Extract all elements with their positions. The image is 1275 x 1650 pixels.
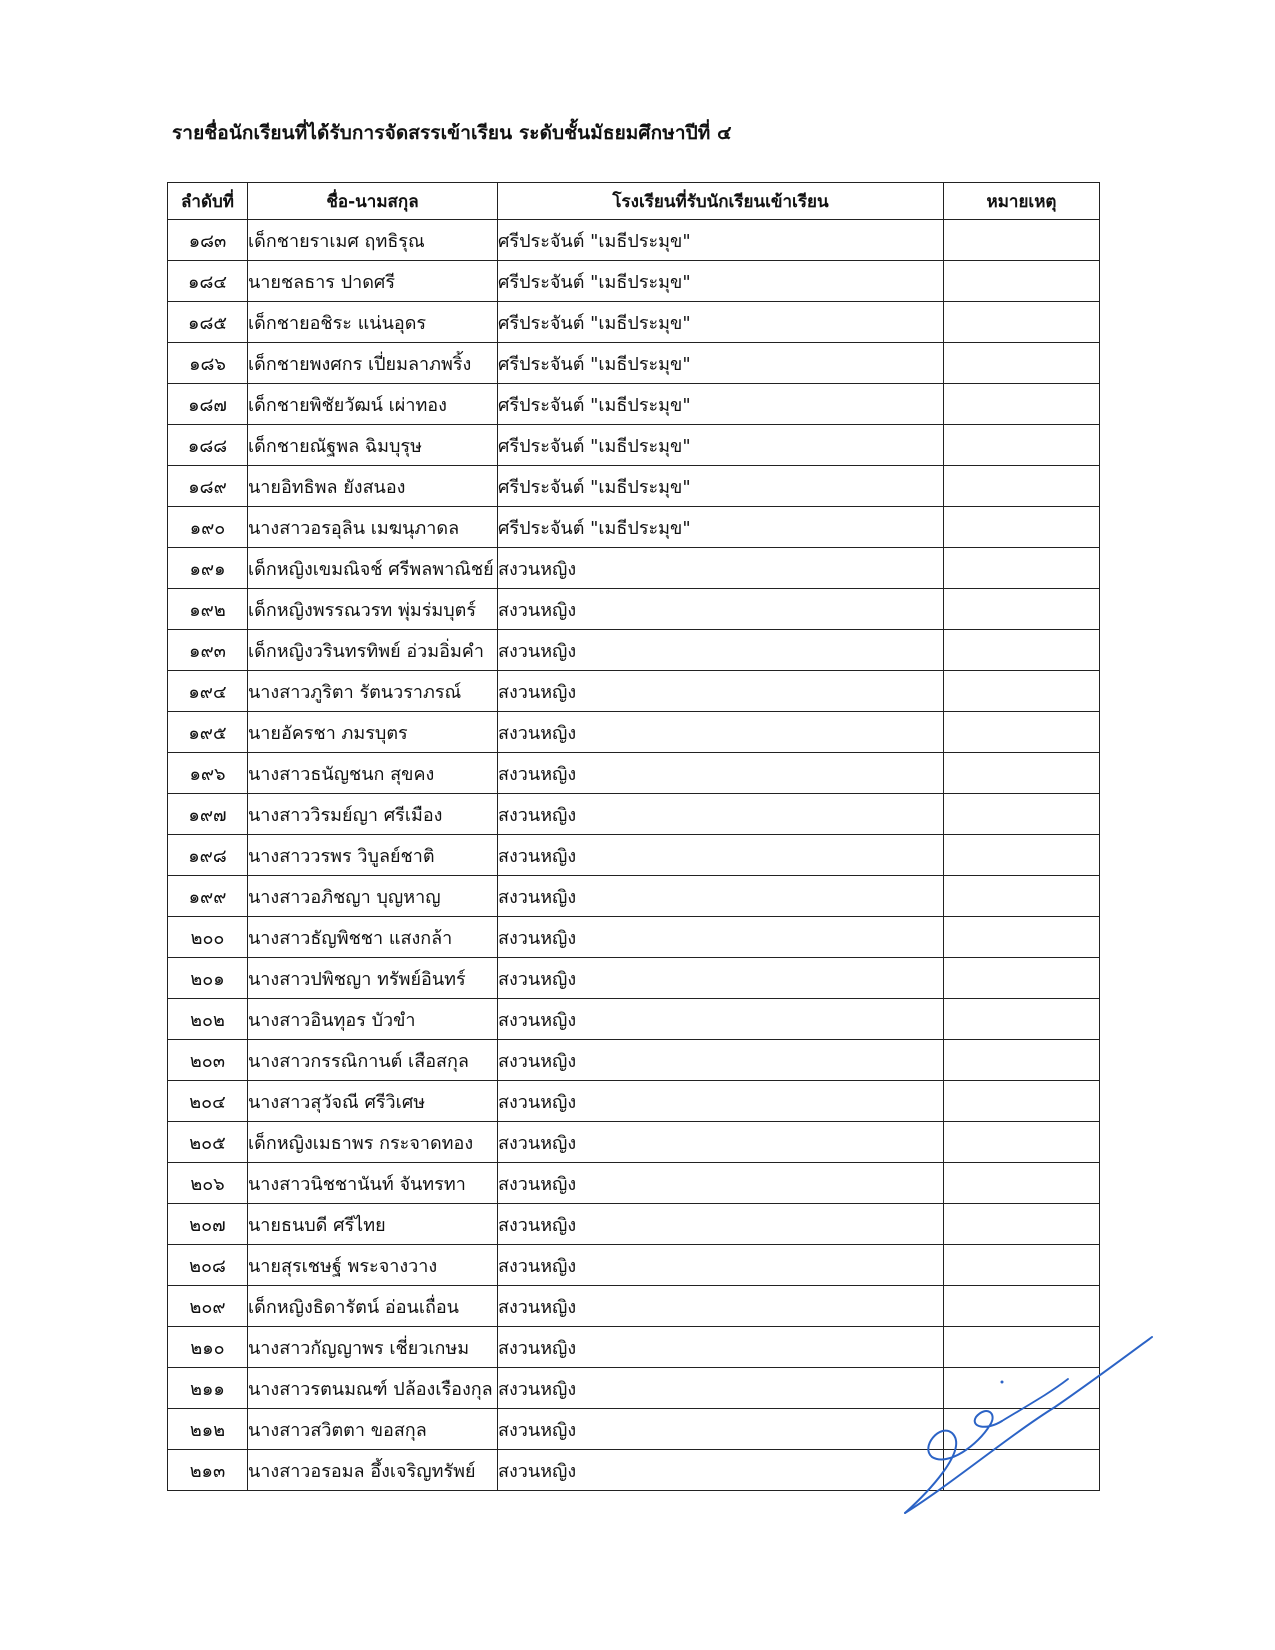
student-name: นายสุรเชษฐ์ พระจางวาง [248,1245,498,1286]
school-name: ศรีประจันต์ "เมธีประมุข" [498,302,944,343]
school-name: สงวนหญิง [498,1327,944,1368]
school-name: สงวนหญิง [498,1204,944,1245]
school-name: ศรีประจันต์ "เมธีประมุข" [498,507,944,548]
student-name: เด็กหญิงธิดารัตน์ อ่อนเถื่อน [248,1286,498,1327]
table-row [168,1122,1100,1163]
student-name: นางสาวรตนมณฑ์ ปล้องเรืองกุล [248,1368,498,1409]
table-row [168,671,1100,712]
student-name: เด็กชายพิชัยวัฒน์ เผ่าทอง [248,384,498,425]
school-name: สงวนหญิง [498,835,944,876]
student-name: นางสาวอภิชญา บุญหาญ [248,876,498,917]
school-name: สงวนหญิง [498,1122,944,1163]
school-name: สงวนหญิง [498,1409,944,1450]
school-name: สงวนหญิง [498,876,944,917]
row-number: ๑๘๙ [168,466,248,507]
row-number: ๑๙๔ [168,671,248,712]
row-number: ๒๐๓ [168,1040,248,1081]
school-name: ศรีประจันต์ "เมธีประมุข" [498,261,944,302]
table-row [168,343,1100,384]
table-row [168,1245,1100,1286]
row-number: ๒๐๙ [168,1286,248,1327]
row-number: ๒๐๕ [168,1122,248,1163]
table-row [168,958,1100,999]
school-name: ศรีประจันต์ "เมธีประมุข" [498,220,944,261]
student-name: เด็กชายพงศกร เปี่ยมลาภพริ้ง [248,343,498,384]
row-number: ๑๙๘ [168,835,248,876]
student-name: นางสาววิรมย์ญา ศรีเมือง [248,794,498,835]
school-name: สงวนหญิง [498,589,944,630]
student-name: นางสาวปพิชญา ทรัพย์อินทร์ [248,958,498,999]
table-row [168,589,1100,630]
school-name: สงวนหญิง [498,630,944,671]
table-row [168,261,1100,302]
remark [944,343,1100,384]
remark [944,917,1100,958]
school-name: ศรีประจันต์ "เมธีประมุข" [498,343,944,384]
student-name: นางสาวอินทุอร บัวขำ [248,999,498,1040]
school-name: สงวนหญิง [498,1450,944,1491]
row-number: ๒๑๒ [168,1409,248,1450]
row-number: ๑๘๖ [168,343,248,384]
table-row [168,1040,1100,1081]
remark [944,220,1100,261]
school-name: สงวนหญิง [498,999,944,1040]
remark [944,712,1100,753]
student-name: นายธนบดี ศรีไทย [248,1204,498,1245]
school-name: สงวนหญิง [498,1040,944,1081]
school-name: สงวนหญิง [498,548,944,589]
row-number: ๒๐๖ [168,1163,248,1204]
table-row [168,917,1100,958]
table-row [168,712,1100,753]
school-name: ศรีประจันต์ "เมธีประมุข" [498,466,944,507]
remark [944,1286,1100,1327]
row-number: ๒๑๑ [168,1368,248,1409]
row-number: ๑๙๑ [168,548,248,589]
student-name: นายอัครชา ภมรบุตร [248,712,498,753]
table-row [168,507,1100,548]
school-name: สงวนหญิง [498,1368,944,1409]
remark [944,261,1100,302]
student-name: นางสาวนิชชานันท์ จันทรทา [248,1163,498,1204]
remark [944,876,1100,917]
table-row [168,220,1100,261]
table-row [168,548,1100,589]
remark [944,466,1100,507]
remark [944,999,1100,1040]
remark [944,384,1100,425]
student-name: นางสาวภูริตา รัตนวราภรณ์ [248,671,498,712]
row-number: ๑๙๙ [168,876,248,917]
remark [944,1081,1100,1122]
row-number: ๒๐๔ [168,1081,248,1122]
school-name: สงวนหญิง [498,712,944,753]
student-name: นางสาวอรอมล อึ้งเจริญทรัพย์ [248,1450,498,1491]
remark [944,1204,1100,1245]
row-number: ๑๘๓ [168,220,248,261]
header-no: ลำดับที่ [168,183,248,220]
school-name: สงวนหญิง [498,1286,944,1327]
header-school: โรงเรียนที่รับนักเรียนเข้าเรียน [498,183,944,220]
school-name: สงวนหญิง [498,753,944,794]
remark [944,835,1100,876]
school-name: สงวนหญิง [498,917,944,958]
remark [944,507,1100,548]
row-number: ๑๘๔ [168,261,248,302]
row-number: ๑๙๐ [168,507,248,548]
table-row [168,876,1100,917]
table-row [168,794,1100,835]
table-row [168,384,1100,425]
table-row [168,753,1100,794]
row-number: ๑๙๕ [168,712,248,753]
table-row [168,1204,1100,1245]
remark [944,1122,1100,1163]
school-name: สงวนหญิง [498,958,944,999]
remark [944,1040,1100,1081]
table-row [168,1286,1100,1327]
student-name: เด็กหญิงพรรณวรท พุ่มร่มบุตร์ [248,589,498,630]
table-row [168,425,1100,466]
row-number: ๒๐๐ [168,917,248,958]
student-name: เด็กหญิงเมธาพร กระจาดทอง [248,1122,498,1163]
remark [944,1163,1100,1204]
table-row [168,302,1100,343]
school-name: ศรีประจันต์ "เมธีประมุข" [498,425,944,466]
row-number: ๒๑๐ [168,1327,248,1368]
student-name: เด็กชายอชิระ แน่นอุดร [248,302,498,343]
header-note: หมายเหตุ [944,183,1100,220]
row-number: ๑๙๖ [168,753,248,794]
table-body [168,220,1100,1491]
table-row [168,835,1100,876]
school-name: สงวนหญิง [498,671,944,712]
row-number: ๒๐๑ [168,958,248,999]
table-row [168,466,1100,507]
remark [944,1245,1100,1286]
header-name: ชื่อ-นามสกุล [248,183,498,220]
row-number: ๑๙๒ [168,589,248,630]
student-name: นางสาวธนัญชนก สุขคง [248,753,498,794]
table-row [168,630,1100,671]
remark [944,589,1100,630]
row-number: ๒๐๗ [168,1204,248,1245]
row-number: ๒๐๘ [168,1245,248,1286]
school-name: สงวนหญิง [498,1245,944,1286]
school-name: สงวนหญิง [498,1081,944,1122]
student-name: นางสาวกัญญาพร เชี่ยวเกษม [248,1327,498,1368]
student-name: นางสาววรพร วิบูลย์ชาติ [248,835,498,876]
row-number: ๑๘๗ [168,384,248,425]
remark [944,302,1100,343]
student-name: นางสาวสุวัจณี ศรีวิเศษ [248,1081,498,1122]
row-number: ๑๙๓ [168,630,248,671]
table-row [168,1163,1100,1204]
student-name: นายอิทธิพล ยังสนอง [248,466,498,507]
student-name: เด็กหญิงวรินทรทิพย์ อ่วมอิ่มคำ [248,630,498,671]
student-name: เด็กชายราเมศ ฤทธิรุณ [248,220,498,261]
remark [944,794,1100,835]
row-number: ๑๘๘ [168,425,248,466]
row-number: ๑๘๕ [168,302,248,343]
row-number: ๑๙๗ [168,794,248,835]
student-name: นางสาวอรอุลิน เมฆนุภาดล [248,507,498,548]
page-title: รายชื่อนักเรียนที่ได้รับการจัดสรรเข้าเรียน ระดับชั้นมัธยมศึกษาปีที่ ๔ [172,122,732,144]
signature [890,1335,1160,1535]
remark [944,671,1100,712]
table-row [168,999,1100,1040]
student-name: นางสาวกรรณิกานต์ เสือสกุล [248,1040,498,1081]
row-number: ๒๐๒ [168,999,248,1040]
student-allocation-table [167,182,1100,1491]
school-name: สงวนหญิง [498,1163,944,1204]
remark [944,958,1100,999]
row-number: ๒๑๓ [168,1450,248,1491]
student-name: เด็กหญิงเขมณิจช์ ศรีพลพาณิชย์ [248,548,498,589]
remark [944,548,1100,589]
student-name: นางสาวธัญพิชชา แสงกล้า [248,917,498,958]
student-name: เด็กชายณัฐพล ฉิมบุรุษ [248,425,498,466]
school-name: ศรีประจันต์ "เมธีประมุข" [498,384,944,425]
student-name: นางสาวสวิตตา ขอสกุล [248,1409,498,1450]
remark [944,630,1100,671]
remark [944,753,1100,794]
student-name: นายชลธาร ปาดศรี [248,261,498,302]
table-row [168,1081,1100,1122]
remark [944,425,1100,466]
table-header-row [168,183,1100,220]
school-name: สงวนหญิง [498,794,944,835]
